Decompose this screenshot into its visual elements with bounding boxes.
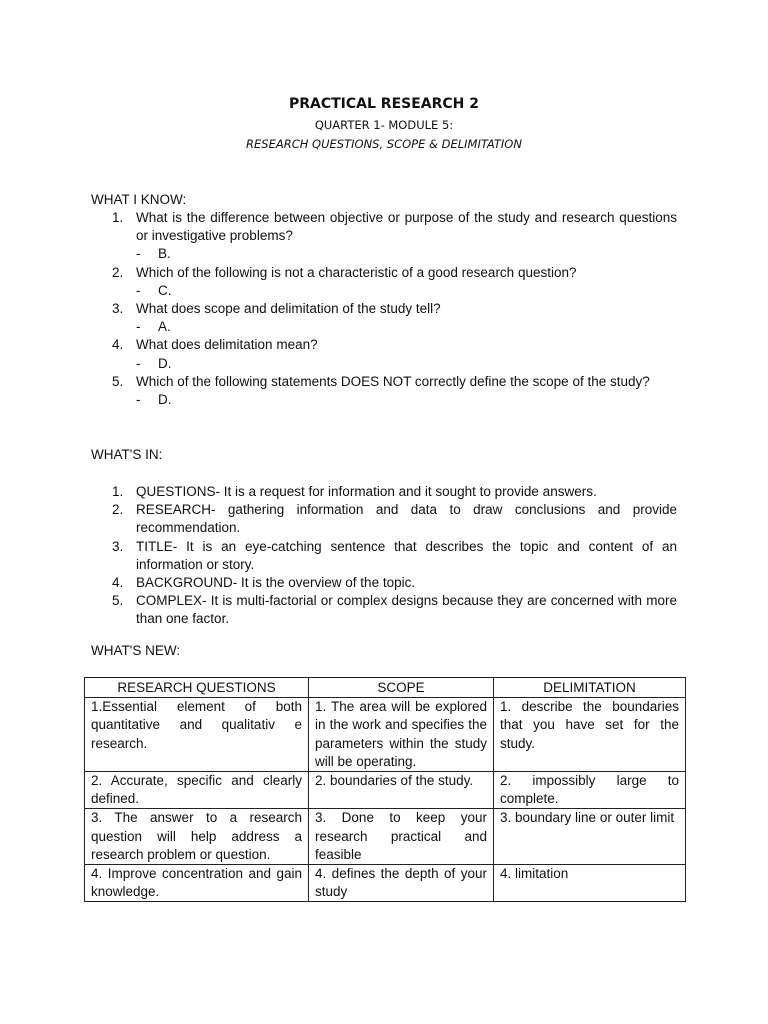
answer-line: - D. — [136, 355, 172, 371]
question-text: What is the difference between objective or purpose of the study and research questions or investigative problems? — [136, 210, 677, 244]
definition-text: RESEARCH- gathering information and data to draw conclusions and provide recommendation. — [136, 502, 677, 536]
list-item — [91, 336, 677, 372]
table-cell: 3. The answer to a research question will help address a research problem or question. — [85, 809, 309, 865]
what-i-know-list — [91, 209, 677, 409]
item-number: 2. — [112, 264, 124, 280]
item-number: 4. — [112, 575, 124, 591]
list-item — [91, 300, 677, 336]
definition-text: TITLE- It is an eye-catching sentence that describes the topic and content of an information or story. — [136, 538, 677, 572]
item-number: 4. — [112, 337, 124, 353]
module-label: QUARTER 1- MODULE 5: — [314, 118, 454, 132]
list-item — [91, 483, 677, 501]
answer-line: - A. — [136, 319, 171, 335]
table-cell: 3. boundary line or outer limit — [494, 809, 686, 865]
document-title: PRACTICAL RESEARCH 2 — [288, 96, 480, 112]
item-number: 5. — [112, 373, 124, 389]
table-cell: 1. describe the boundaries that you have set for the study. — [494, 698, 686, 772]
whats-in-list — [91, 483, 677, 629]
item-number: 2. — [112, 502, 124, 518]
list-item — [91, 209, 677, 264]
answer-text: D. — [158, 392, 172, 408]
table-cell: 2. Accurate, specific and clearly defined. — [85, 772, 309, 809]
item-number: 1. — [112, 210, 124, 225]
definition-text: COMPLEX- It is multi-factorial or complex designs because they are concerned with more than one factor. — [136, 593, 677, 627]
definition-text: BACKGROUND- It is the overview of the topic. — [136, 575, 416, 591]
question-text: Which of the following statements DOES NOT correctly define the scope of the study? — [136, 373, 650, 389]
list-item — [91, 538, 677, 574]
table-row — [85, 772, 686, 809]
question-text: Which of the following is not a characteristic of a good research question? — [136, 264, 577, 280]
answer-text: D. — [158, 355, 172, 371]
answer-line: - C. — [136, 282, 172, 298]
table-cell: 4. limitation — [494, 865, 686, 902]
answer-line: - B. — [136, 246, 171, 262]
answer-text: A. — [158, 319, 171, 335]
table-cell: 2. impossibly large to complete. — [494, 772, 686, 809]
table-cell: 1.Essential element of both quantitative and qualitativ e research. — [85, 698, 309, 772]
topic-label: RESEARCH QUESTIONS, SCOPE & DELIMITATION — [246, 137, 522, 151]
list-item — [91, 592, 677, 628]
answer-line: - D. — [136, 392, 172, 408]
table-row — [85, 698, 686, 772]
section-heading-what-i-know: WHAT I KNOW: — [91, 192, 187, 207]
table-cell: 1. The area will be explored in the work and specifies the parameters within the study will be operating. — [309, 698, 494, 772]
answer-text: B. — [158, 246, 171, 262]
definition-text: QUESTIONS- It is a request for information and it sought to provide answers. — [136, 484, 597, 499]
item-number: 3. — [112, 538, 124, 554]
table-row — [85, 865, 686, 902]
section-heading-whats-new: WHAT'S NEW: — [91, 643, 181, 658]
column-header-research-questions: RESEARCH QUESTIONS — [85, 678, 309, 698]
question-text: What does delimitation mean? — [136, 337, 318, 353]
list-item — [91, 264, 677, 300]
question-text: What does scope and delimitation of the study tell? — [136, 301, 441, 317]
item-number: 1. — [112, 484, 124, 499]
table-cell: 2. boundaries of the study. — [309, 772, 494, 809]
item-number: 5. — [112, 593, 124, 609]
column-header-scope: SCOPE — [309, 678, 494, 698]
section-heading-whats-in: WHAT'S IN: — [91, 447, 163, 462]
item-number: 3. — [112, 301, 124, 317]
list-item — [91, 373, 677, 409]
list-item — [91, 501, 677, 537]
list-item — [91, 574, 677, 592]
table-row — [85, 809, 686, 865]
table-cell: 4. defines the depth of your study — [309, 865, 494, 902]
comparison-table — [84, 677, 686, 902]
table-header-row — [85, 678, 686, 698]
column-header-delimitation: DELIMITATION — [494, 678, 686, 698]
answer-text: C. — [158, 282, 172, 298]
table-cell: 3. Done to keep your research practical and feasible — [309, 809, 494, 865]
table-cell: 4. Improve concentration and gain knowledge. — [85, 865, 309, 902]
